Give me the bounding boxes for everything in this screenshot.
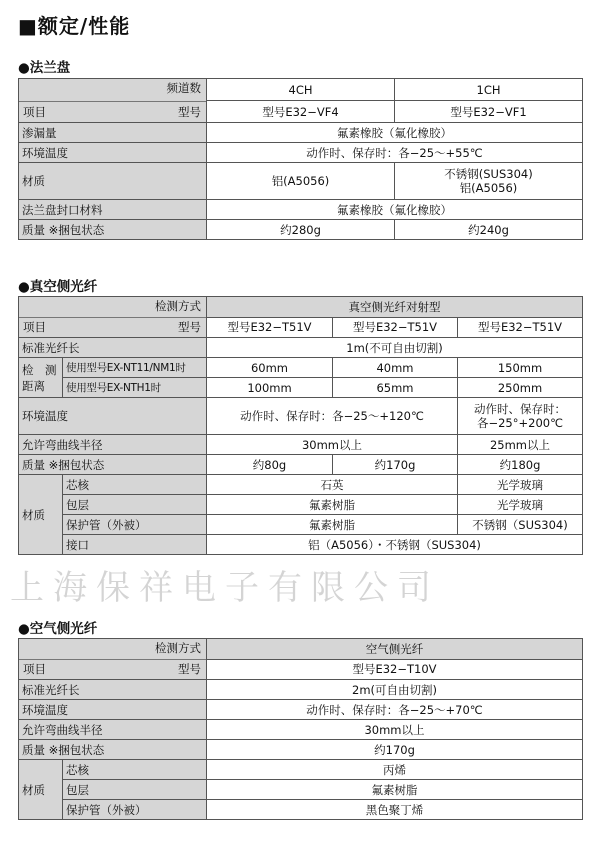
core-label: 芯核 <box>63 760 207 780</box>
dist-row1-v1: 60mm <box>207 358 333 378</box>
distance-label-line1: 检 测 <box>22 362 57 377</box>
vacuum-header-cell <box>19 297 207 338</box>
mass-value-2: 约170g <box>333 455 458 475</box>
clad-label: 包层 <box>63 495 207 515</box>
dist-row2-label: 使用型号EX-NTH1时 <box>63 378 207 398</box>
model-vf4: 型号E32−VF4 <box>207 101 395 123</box>
tube-value: 黑色聚丁烯 <box>207 800 583 820</box>
mass-vf4: 约280g <box>207 220 395 240</box>
core-value-2: 光学玻璃 <box>458 475 583 495</box>
material-label: 材质 <box>19 760 63 820</box>
mass-label: 质量 ※捆包状态 <box>19 740 207 760</box>
vacuum-table <box>18 296 583 555</box>
tube-label: 保护管（外被） <box>63 515 207 535</box>
model-2: 型号E32−T51V <box>333 317 458 338</box>
model-1: 型号E32−T51V <box>207 317 333 338</box>
distance-label-line2: 距离 <box>22 378 45 393</box>
channel-1ch: 1CH <box>395 79 583 101</box>
dist-row2-v2: 65mm <box>333 378 458 398</box>
header-item: 项目 <box>23 662 46 676</box>
dist-row2-v3: 250mm <box>458 378 583 398</box>
temp-value-2 <box>458 398 583 435</box>
flange-table <box>18 78 583 240</box>
seal-label: 法兰盘封口材料 <box>19 200 207 220</box>
bend-value-1: 30mm以上 <box>207 435 458 455</box>
header-channels: 频道数 <box>166 81 201 95</box>
length-label: 标准光纤长 <box>19 338 207 358</box>
temp-value: 动作时、保存时：各−25～+70℃ <box>207 700 583 720</box>
mass-label: 质量 ※捆包状态 <box>19 455 207 475</box>
conn-value: 铝（A5056）・不锈钢（SUS304) <box>207 535 583 555</box>
mass-value: 约170g <box>207 740 583 760</box>
header-item: 项目 <box>23 320 46 334</box>
temp-label: 环境温度 <box>19 143 207 163</box>
bend-value-2: 25mm以上 <box>458 435 583 455</box>
header-model: 型号 <box>178 320 201 334</box>
material-vf1-line2: 铝(A5056) <box>459 181 518 195</box>
temp-value-2-line2: 各−25°+200℃ <box>476 416 564 430</box>
material-vf1-line1: 不锈钢(SUS304) <box>444 167 533 181</box>
header-model: 型号 <box>178 105 201 119</box>
dist-row2-v1: 100mm <box>207 378 333 398</box>
mass-value-1: 约80g <box>207 455 333 475</box>
seal-value: 氟素橡胶（氟化橡胶） <box>207 200 583 220</box>
header-method: 检测方式 <box>155 641 201 655</box>
clad-label: 包层 <box>63 780 207 800</box>
temp-value: 动作时、保存时：各−25～+120℃ <box>207 398 458 435</box>
core-value: 丙烯 <box>207 760 583 780</box>
material-label: 材质 <box>19 163 207 200</box>
bend-label: 允许弯曲线半径 <box>19 720 207 740</box>
method-value: 空气侧光纤 <box>207 639 583 660</box>
temp-label: 环境温度 <box>19 700 207 720</box>
model-3: 型号E32−T51V <box>458 317 583 338</box>
length-label: 标准光纤长 <box>19 680 207 700</box>
mass-label: 质量 ※捆包状态 <box>19 220 207 240</box>
header-model: 型号 <box>178 662 201 676</box>
leak-label: 渗漏量 <box>19 123 207 143</box>
header-method: 检测方式 <box>155 299 201 313</box>
clad-value: 氟素树脂 <box>207 780 583 800</box>
method-value: 真空侧光纤对射型 <box>207 297 583 318</box>
clad-value-1: 氟素树脂 <box>207 495 458 515</box>
length-value: 1m(不可自由切割) <box>207 338 583 358</box>
main-title: ■额定/性能 <box>18 14 131 38</box>
tube-label: 保护管（外被） <box>63 800 207 820</box>
tube-value-2: 不锈钢（SUS304) <box>458 515 583 535</box>
length-value: 2m(可自由切割) <box>207 680 583 700</box>
vacuum-section-title: ●真空侧光纤 <box>18 279 98 295</box>
leak-value: 氟素橡胶（氟化橡胶） <box>207 123 583 143</box>
dist-row1-v3: 150mm <box>458 358 583 378</box>
tube-value-1: 氟素树脂 <box>207 515 458 535</box>
model-value: 型号E32−T10V <box>207 659 583 680</box>
conn-label: 接口 <box>63 535 207 555</box>
air-section-title: ●空气侧光纤 <box>18 621 98 637</box>
core-value-1: 石英 <box>207 475 458 495</box>
clad-value-2: 光学玻璃 <box>458 495 583 515</box>
material-label: 材质 <box>19 475 63 555</box>
material-vf4: 铝(A5056) <box>207 163 395 200</box>
watermark-text: 上海保祥电子有限公司 <box>10 568 440 608</box>
mass-value-3: 约180g <box>458 455 583 475</box>
air-header-cell <box>19 639 207 680</box>
channel-4ch: 4CH <box>207 79 395 101</box>
material-vf1 <box>395 163 583 200</box>
flange-header-cell <box>19 79 207 123</box>
temp-value-2-line1: 动作时、保存时： <box>474 402 566 416</box>
dist-row1-v2: 40mm <box>333 358 458 378</box>
temp-label: 环境温度 <box>19 398 207 435</box>
air-table <box>18 638 583 820</box>
temp-value: 动作时、保存时：各−25～+55℃ <box>207 143 583 163</box>
core-label: 芯核 <box>63 475 207 495</box>
bend-value: 30mm以上 <box>207 720 583 740</box>
model-vf1: 型号E32−VF1 <box>395 101 583 123</box>
header-item: 项目 <box>23 105 46 119</box>
distance-label <box>19 358 63 398</box>
bend-label: 允许弯曲线半径 <box>19 435 207 455</box>
mass-vf1: 约240g <box>395 220 583 240</box>
dist-row1-label: 使用型号EX-NT11/NM1时 <box>63 358 207 378</box>
flange-section-title: ●法兰盘 <box>18 60 71 76</box>
